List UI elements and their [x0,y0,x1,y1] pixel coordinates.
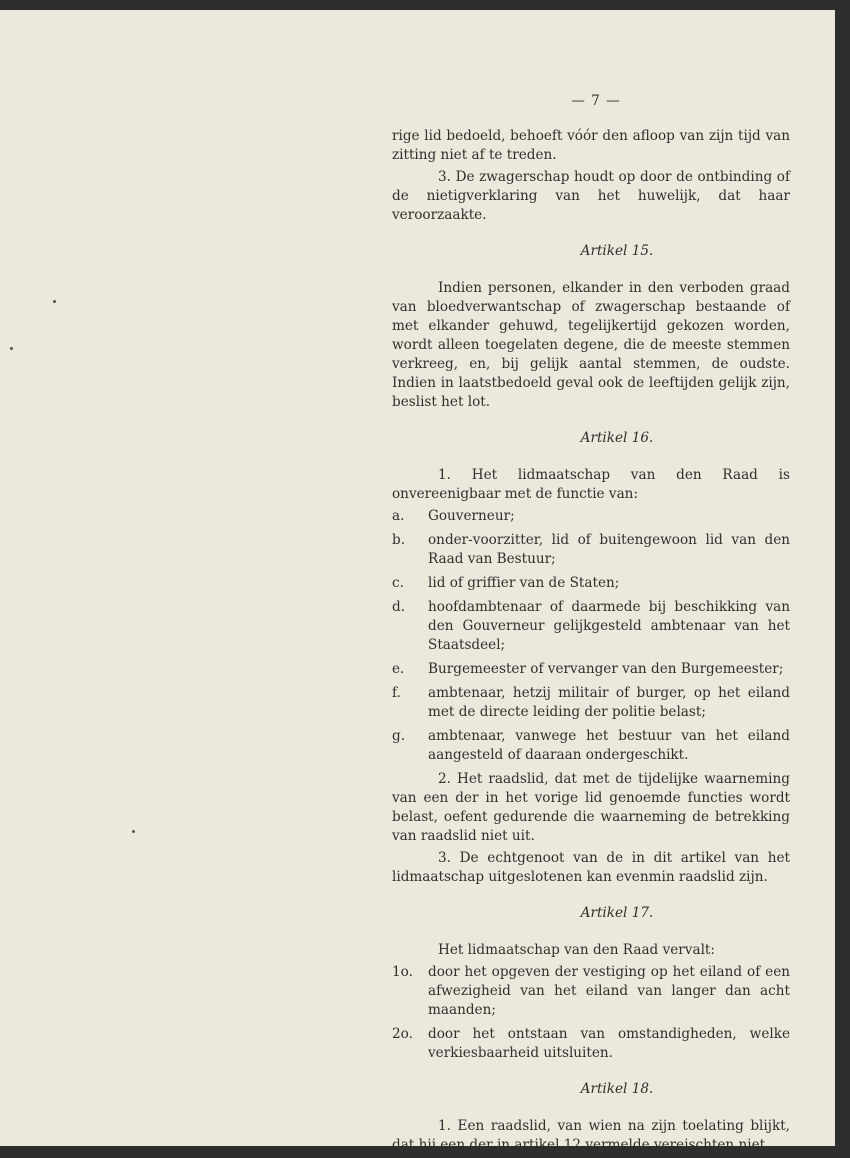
list-item-label: b. [392,532,406,548]
list-item-text: door het opgeven der vestiging op het eiland of een afwezigheid van het eiland van langer dan acht maanden; [428,964,790,1018]
list-item-text: ambtenaar, vanwege het bestuur van het eiland aangesteld of daaraan ondergeschikt. [428,728,790,763]
paper-speck [53,300,56,303]
list-item [392,598,790,655]
paragraph: rige lid bedoeld, behoeft vóór den afloop van zijn tijd van zitting niet af te treden. [392,128,790,163]
list-item [392,574,790,593]
list-item-label: g. [392,728,406,744]
list-item-label: a. [392,508,405,524]
article-heading: Artikel 16. [580,430,654,446]
list-item [392,1025,790,1063]
list-item-label: e. [392,661,405,677]
list-item-text: onder-voorzitter, lid of buitengewoon lid van den Raad van Bestuur; [428,532,790,567]
list-item-text: hoofdambtenaar of daarmede bij beschikking van den Gouverneur gelijkgesteld ambtenaar van het Staatsdeel; [428,599,790,653]
article-heading: Artikel 18. [580,1081,654,1097]
list-item [392,531,790,569]
list-item-label: c. [392,575,404,591]
list-item-text: lid of griffier van de Staten; [428,575,620,591]
list-item-text: Gouverneur; [428,508,515,524]
paragraph: Indien personen, elkander in den verboden graad van bloedverwantschap of zwagerschap bestaande of met elkander gehuwd, tegelijkertijd gekozen worden, wordt alleen toegelaten degene, die de meeste stemmen verkreeg, en, bij gelijk aantal stemmen, de oudste. Indien in laatstbedoeld geval ook de leeftijden gelijk zijn, beslist het lot. [392,280,790,410]
article-heading: Artikel 15. [580,243,654,259]
paragraph: 2. Het raadslid, dat met de tijdelijke waarneming van een der in het vorige lid genoemde functies wordt belast, oefent gedurende die waarneming de betrekking van raadslid niet uit. [392,771,790,844]
paper-speck [132,830,135,833]
list-item [392,660,790,679]
list-item [392,963,790,1020]
paragraph: 3. De echtgenoot van de in dit artikel van het lidmaatschap uitgeslotenen kan evenmin raadslid zijn. [392,850,790,885]
page-number: — 7 — [571,93,621,109]
paragraph: 1. Een raadslid, van wien na zijn toelating blijkt, dat hij een der in artikel 12 vermelde vereischten niet [392,1118,790,1153]
list-item-text: Burgemeester of vervanger van den Burgemeester; [428,661,784,677]
list-item-label: d. [392,599,406,615]
list-item-label: 2o. [392,1026,413,1042]
paragraph: 1. Het lidmaatschap van den Raad is onvereenigbaar met de functie van: [392,467,790,502]
list-item-text: door het ontstaan van omstandigheden, welke verkiesbaarheid uitsluiten. [428,1026,790,1061]
list-item [392,684,790,722]
article-heading: Artikel 17. [580,905,654,921]
list-item-text: ambtenaar, hetzij militair of burger, op het eiland met de directe leiding der politie belast; [428,685,790,720]
list-item [392,727,790,765]
text-column [392,92,790,1158]
document-page [0,10,835,1153]
list-item-label: 1o. [392,964,413,980]
list-item [392,507,790,526]
list-item-label: f. [392,685,401,701]
paragraph: 3. De zwagerschap houdt op door de ontbinding of de nietigverklaring van het huwelijk, dat haar veroorzaakte. [392,169,790,223]
paper-speck [10,347,13,350]
paragraph: Het lidmaatschap van den Raad vervalt: [438,942,715,958]
